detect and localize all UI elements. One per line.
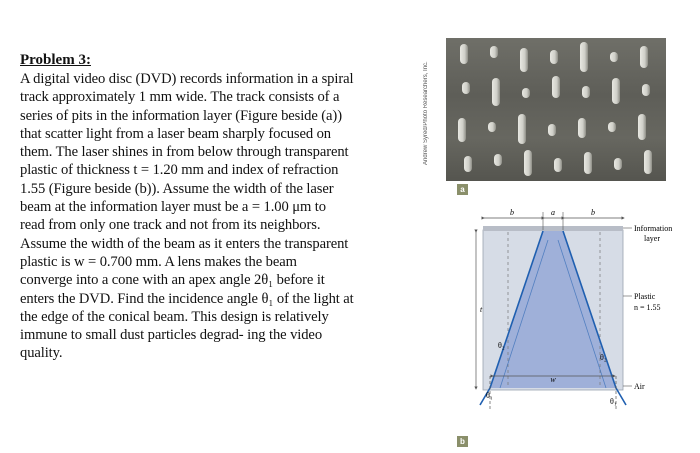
laser-cone-diagram	[440, 200, 700, 420]
plastic-label-2: n = 1.55	[634, 303, 661, 312]
dim-t-label: t	[480, 305, 483, 314]
problem-line: the edge of the conical beam. This design is relatively	[20, 308, 329, 325]
info-layer-label-2: layer	[644, 234, 660, 243]
information-layer-strip	[483, 226, 623, 231]
problem-line: converge into a cone with an apex angle 2θ₁ before it	[20, 272, 325, 289]
problem-line: Assume the width of the beam as it enters the transparent	[20, 235, 349, 252]
figure-b-diagram	[440, 200, 700, 425]
info-layer-label-1: Information	[634, 224, 673, 233]
dim-a-label: a	[551, 208, 555, 217]
theta1-right-label: θ₁	[610, 397, 617, 406]
theta2-left-label: θ₂	[498, 341, 505, 350]
problem-line: A digital video disc (DVD) records information in a spiral	[20, 71, 354, 87]
problem-line: read from only one track and not from its neighbors.	[20, 217, 321, 234]
problem-line: quality.	[20, 345, 63, 362]
pits-pattern	[446, 38, 666, 181]
problem-line: immune to small dust particles degrad- ing the video	[20, 327, 323, 344]
problem-line: that scatter light from a laser beam sharply focused on	[20, 125, 331, 142]
problem-heading: Problem 3:	[20, 52, 91, 68]
problem-text-block	[20, 51, 422, 363]
problem-line: track approximately 1 mm wide. The track consists of a	[20, 89, 340, 106]
problem-line: them. The laser shines in from below through transparent	[20, 144, 349, 161]
problem-line: plastic of thickness t = 1.20 mm and index of refraction	[20, 162, 339, 179]
theta2-right-label: θ₂	[600, 353, 607, 362]
dim-b-left-label: b	[510, 208, 514, 217]
problem-line: series of pits in the information layer (Figure beside (a))	[20, 107, 342, 124]
figure-a-tag: a	[457, 184, 468, 195]
plastic-label-1: Plastic	[634, 292, 656, 301]
problem-line: plastic is w = 0.700 mm. A lens makes the beam	[20, 253, 297, 270]
dim-b-right-label: b	[591, 208, 595, 217]
problem-line: 1.55 (Figure beside (b)). Assume the width of the laser	[20, 180, 334, 197]
problem-body	[20, 70, 422, 363]
dim-w-label: w	[550, 375, 556, 384]
air-label: Air	[634, 382, 645, 391]
problem-line: enters the DVD. Find the incidence angle θ₁ of the light at	[20, 290, 354, 307]
figure-b-tag: b	[457, 436, 468, 447]
theta1-left-label: θ₁	[486, 391, 493, 400]
problem-line: beam at the information layer must be a = 1.00 μm to	[20, 199, 326, 216]
dvd-pits-photo	[446, 38, 666, 181]
photo-credit: Andrew Syred/Photo Researchers, Inc.	[423, 61, 429, 165]
